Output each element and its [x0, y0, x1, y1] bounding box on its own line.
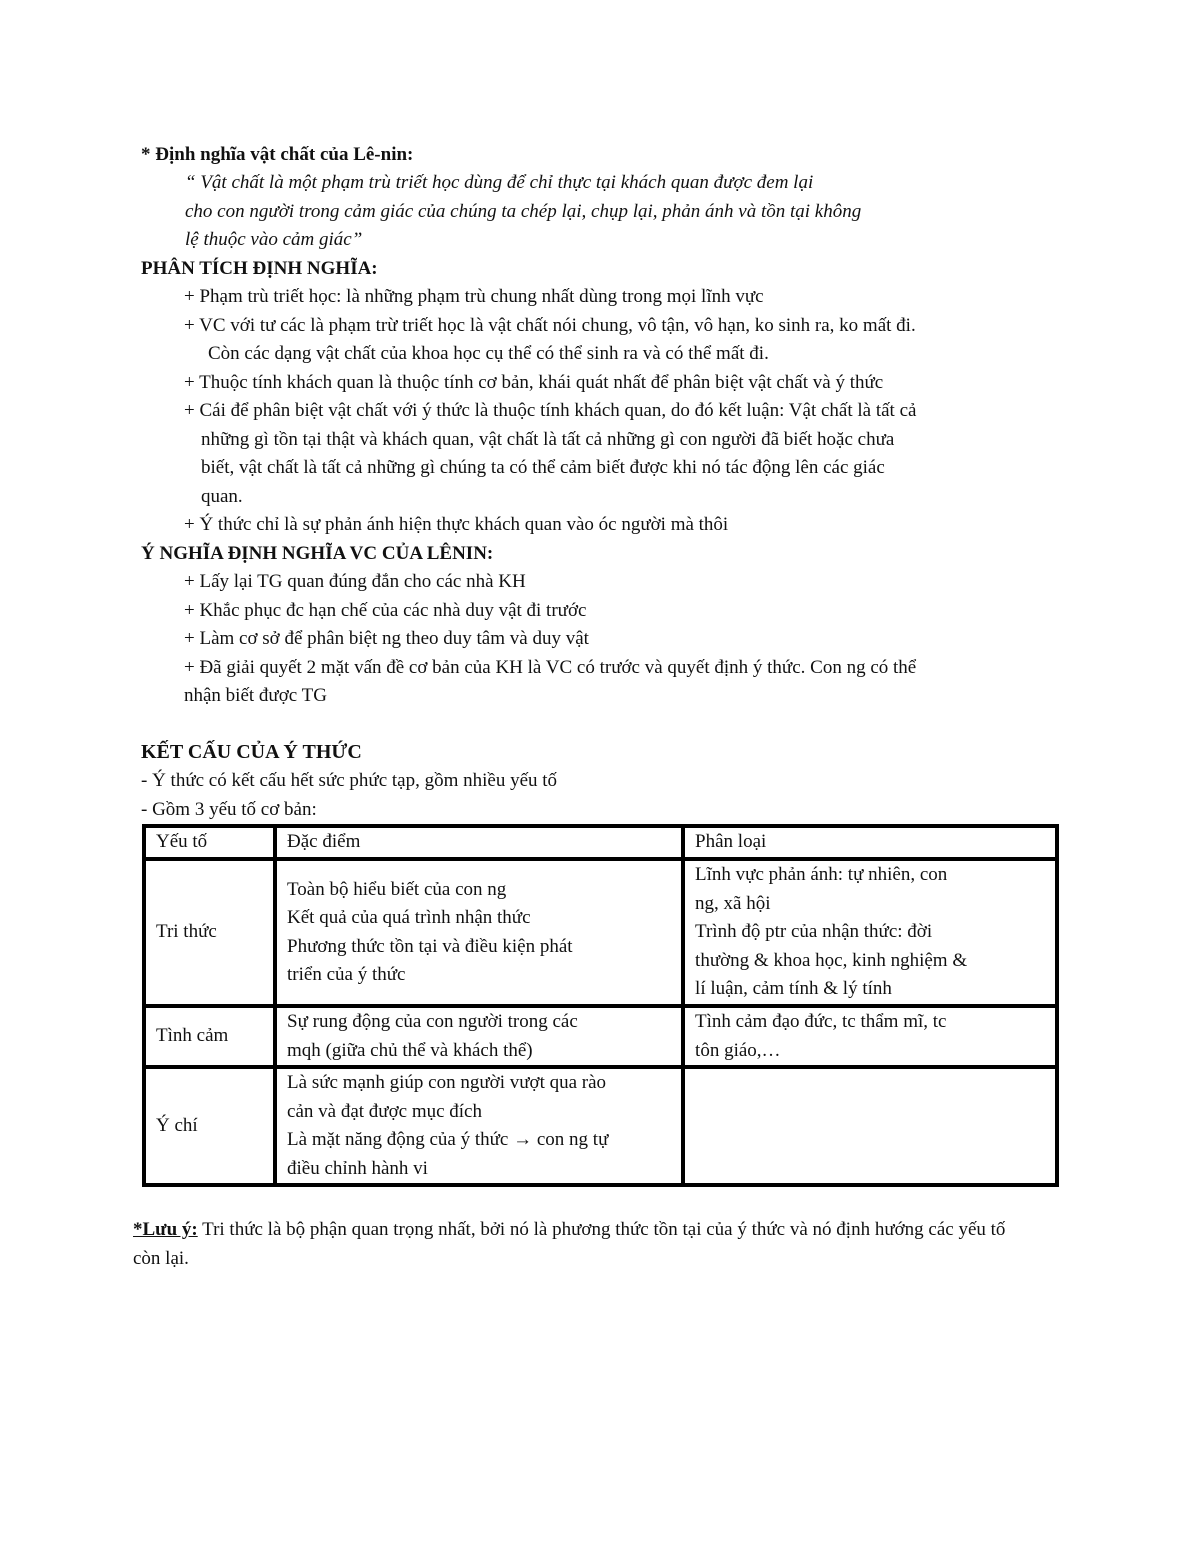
- feature-line: cản và đạt được mục đích: [287, 1100, 482, 1122]
- feature-line: Phương thức tồn tại và điều kiện phát: [287, 935, 573, 957]
- structure-intro-2: - Gồm 3 yếu tố cơ bản:: [141, 799, 317, 820]
- table-cell-features: [275, 1006, 683, 1067]
- table-cell-factor: Tri thức: [144, 859, 275, 1006]
- table-header-row: [144, 826, 1057, 859]
- significance-line-5: nhận biết được TG: [184, 685, 327, 706]
- note-label: *Lưu ý:: [133, 1219, 198, 1240]
- structure-table: [142, 824, 1059, 1187]
- significance-line-3: + Làm cơ sở để phân biệt ng theo duy tâm và duy vật: [184, 628, 589, 649]
- significance-line-4: + Đã giải quyết 2 mặt vấn đề cơ bản của KH là VC có trước và quyết định ý thức. Con ng có thể: [184, 657, 917, 678]
- analysis-line-2: + VC với tư các là phạm trừ triết học là vật chất nói chung, vô tận, vô hạn, ko sinh ra, ko mất đi.: [184, 315, 916, 336]
- category-line: ng, xã hội: [695, 892, 771, 914]
- table-row: [144, 1067, 1057, 1185]
- table-header-cell: Đặc điểm: [275, 826, 683, 859]
- note: [133, 1215, 1033, 1273]
- analysis-line-8: quan.: [201, 486, 243, 507]
- table-cell-factor: Tình cảm: [144, 1006, 275, 1067]
- table-cell-features: [275, 859, 683, 1006]
- table-row: [144, 859, 1057, 1006]
- feature-line: Là sức mạnh giúp con người vượt qua rào: [287, 1072, 607, 1093]
- table-row: [144, 1006, 1057, 1067]
- table-cell-categories: [683, 1006, 1057, 1067]
- feature-line: Sự rung động của con người trong các: [287, 1011, 578, 1032]
- feature-line: Là mặt năng động của ý thức → con ng tự: [287, 1129, 609, 1150]
- category-line: Tình cảm đạo đức, tc thẩm mĩ, tc: [695, 1011, 947, 1032]
- definition-quote-line-3: lệ thuộc vào cảm giác”: [185, 229, 363, 250]
- table-header-cell: Phân loại: [683, 826, 1057, 859]
- analysis-line-1: + Phạm trù triết học: là những phạm trù chung nhất dùng trong mọi lĩnh vực: [184, 286, 764, 307]
- feature-line: Kết quả của quá trình nhận thức: [287, 907, 531, 928]
- table-cell-categories: [683, 859, 1057, 1006]
- definition-heading: * Định nghĩa vật chất của Lê-nin:: [141, 144, 414, 165]
- note-text: Tri thức là bộ phận quan trọng nhất, bởi nó là phương thức tồn tại của ý thức và nó định hướng các yếu tố còn lại.: [133, 1219, 1006, 1269]
- table-cell-features: [275, 1067, 683, 1185]
- feature-line: triển của ý thức: [287, 964, 406, 985]
- feature-line: Toàn bộ hiểu biết của con ng: [287, 878, 507, 900]
- table-header-cell: Yếu tố: [144, 826, 275, 859]
- category-line: tôn giáo,…: [695, 1039, 781, 1061]
- significance-title: Ý NGHĨA ĐỊNH NGHĨA VC CỦA LÊNIN:: [141, 543, 494, 564]
- table-cell-factor: Ý chí: [144, 1067, 275, 1185]
- category-line: lí luận, cảm tính & lý tính: [695, 978, 892, 999]
- category-line: Lĩnh vực phản ánh: tự nhiên, con: [695, 864, 948, 885]
- category-line: thường & khoa học, kinh nghiệm &: [695, 949, 968, 971]
- analysis-line-6: những gì tồn tại thật và khách quan, vật chất là tất cả những gì con người đã biết hoặc chưa: [201, 429, 895, 450]
- structure-intro-1: - Ý thức có kết cấu hết sức phức tạp, gồm nhiều yếu tố: [141, 770, 558, 791]
- significance-line-1: + Lấy lại TG quan đúng đắn cho các nhà KH: [184, 571, 526, 592]
- structure-title: KẾT CẤU CỦA Ý THỨC: [141, 741, 362, 763]
- analysis-line-3: Còn các dạng vật chất của khoa học cụ thể có thể sinh ra và có thể mất đi.: [208, 343, 769, 364]
- feature-line: điều chỉnh hành vi: [287, 1157, 428, 1179]
- analysis-title: PHÂN TÍCH ĐỊNH NGHĨA:: [141, 258, 378, 279]
- table-cell-categories-empty: [683, 1067, 1057, 1185]
- category-line: Trình độ ptr của nhận thức: đời: [695, 921, 933, 942]
- significance-line-2: + Khắc phục đc hạn chế của các nhà duy vật đi trước: [184, 600, 587, 621]
- feature-line: mqh (giữa chủ thể và khách thể): [287, 1039, 533, 1061]
- analysis-line-4: + Thuộc tính khách quan là thuộc tính cơ bản, khái quát nhất để phân biệt vật chất và ý thức: [184, 372, 884, 393]
- definition-quote-line-2: cho con người trong cảm giác của chúng ta chép lại, chụp lại, phản ánh và tồn tại không: [185, 201, 862, 222]
- analysis-line-9: + Ý thức chỉ là sự phản ánh hiện thực khách quan vào óc người mà thôi: [184, 514, 729, 535]
- analysis-line-5: + Cái để phân biệt vật chất với ý thức là thuộc tính khách quan, do đó kết luận: Vật chất là tất cả: [184, 400, 917, 421]
- definition-quote-line-1: “ Vật chất là một phạm trù triết học dùng để chỉ thực tại khách quan được đem lại: [185, 172, 814, 193]
- analysis-line-7: biết, vật chất là tất cả những gì chúng ta có thể cảm biết được khi nó tác động lên các giác: [201, 457, 885, 478]
